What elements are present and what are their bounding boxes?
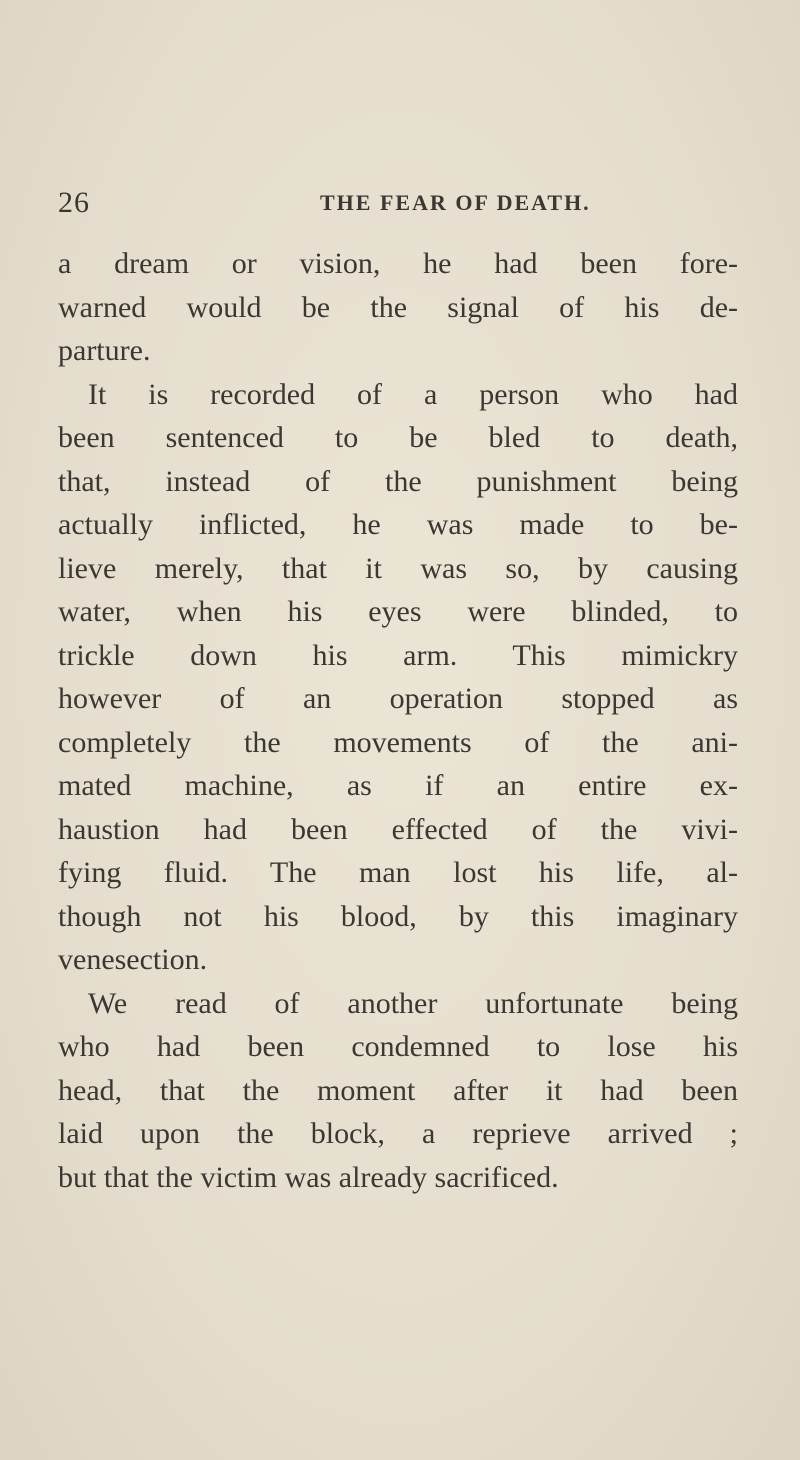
text-line: head, that the moment after it had been xyxy=(58,1073,738,1107)
page-header xyxy=(58,186,758,226)
running-title: THE FEAR OF DEATH. xyxy=(320,190,591,215)
text-line: We read of another unfortunate being xyxy=(88,986,738,1020)
text-line: fying fluid. The man lost his life, al- xyxy=(58,856,738,889)
text-line: It is recorded of a person who had xyxy=(88,377,738,411)
text-line: mated machine, as if an entire ex- xyxy=(58,769,738,802)
text-line: parture. xyxy=(58,334,151,367)
text-line: however of an operation stopped as xyxy=(58,682,738,715)
text-line: haustion had been effected of the vivi- xyxy=(58,812,738,846)
text-line: but that the victim was already sacrificed. xyxy=(58,1160,559,1194)
text-line: water, when his eyes were blinded, to xyxy=(58,595,738,628)
text-line: though not his blood, by this imaginary xyxy=(58,899,738,933)
text-line: trickle down his arm. This mimickry xyxy=(58,638,738,672)
body-text xyxy=(58,242,738,1199)
text-line: that, instead of the punishment being xyxy=(58,464,738,498)
text-line: venesection. xyxy=(58,943,208,976)
text-line: a dream or vision, he had been fore- xyxy=(58,247,738,280)
text-line: laid upon the block, a reprieve arrived ; xyxy=(58,1117,738,1150)
text-line: been sentenced to be bled to death, xyxy=(58,421,738,454)
text-line: completely the movements of the ani- xyxy=(58,725,738,759)
text-line: lieve merely, that it was so, by causing xyxy=(58,551,738,585)
text-line: warned would be the signal of his de- xyxy=(58,290,738,324)
page-number: 26 xyxy=(58,186,90,219)
text-line: who had been condemned to lose his xyxy=(58,1030,738,1063)
text-line: actually inflicted, he was made to be- xyxy=(58,508,738,541)
